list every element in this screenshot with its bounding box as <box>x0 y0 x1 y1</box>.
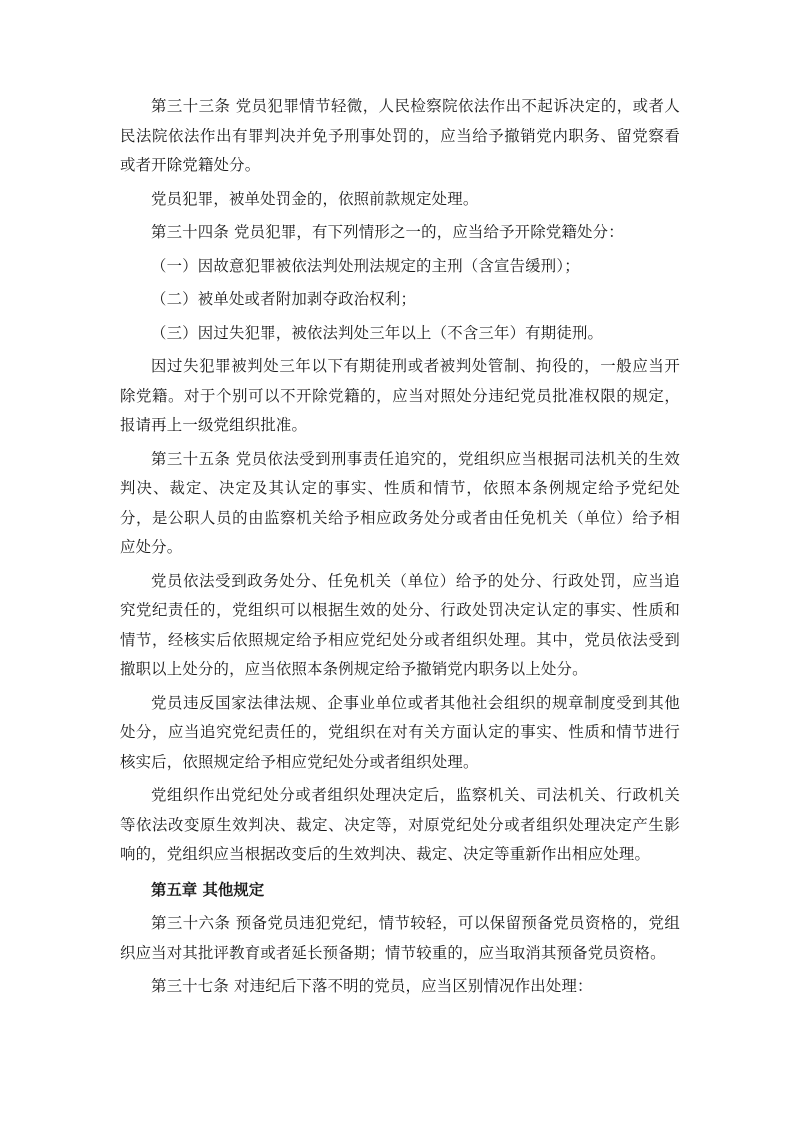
decision-change-paragraph: 党组织作出党纪处分或者组织处理决定后，监察机关、司法机关、行政机关等依法改变原生效判决、裁定、决定等，对原党纪处分或者组织处理决定产生影响的，党组织应当根据改变后的生效判决、裁定、决定等重新作出相应处理。 <box>120 786 680 863</box>
article-34-item-2: （二）被单处或者附加剥夺政治权利； <box>151 290 417 308</box>
negligent-crime-paragraph: 因过失犯罪被判处三年以下有期徒刑或者被判处管制、拘役的，一般应当开除党籍。对于个别可以不开除党籍的，应当对照处分违纪党员批准权限的规定，报请再上一级党组织批准。 <box>120 357 680 434</box>
regulation-violation-paragraph: 党员违反国家法律法规、企事业单位或者其他社会组织的规章制度受到其他处分，应当追究党纪责任的，党组织在对有关方面认定的事实、性质和情节进行核实后，依照规定给予相应党纪处分或者组织处理。 <box>120 693 680 771</box>
article-33-fine-paragraph: 党员犯罪，被单处罚金的，依照前款规定处理。 <box>151 189 479 208</box>
chapter-heading: 第五章 其他规定 <box>151 880 265 899</box>
article-37-paragraph: 第三十七条 对违纪后下落不明的党员，应当区别情况作出处理： <box>151 977 593 995</box>
article-35-paragraph: 第三十五条 党员依法受到刑事责任追究的，党组织应当根据司法机关的生效判决、裁定、决定及其认定的事实、性质和情节，依照本条例规定给予党纪处分，是公职人员的由监察机关给予相应政务处分或者由任免机关（单位）给予相应处分。 <box>120 449 680 556</box>
article-34-item-1: （一）因故意犯罪被依法判处刑法规定的主刑（含宣告缓刑）； <box>151 256 580 275</box>
document-body <box>120 92 680 1002</box>
article-33-paragraph: 第三十三条 党员犯罪情节轻微，人民检察院依法作出不起诉决定的，或者人民法院依法作出有罪判决并免予刑事处罚的，应当给予撤销党内职务、留党察看或者开除党籍处分。 <box>120 97 680 174</box>
article-34-paragraph: 第三十四条 党员犯罪，有下列情形之一的，应当给予开除党籍处分： <box>151 223 624 241</box>
administrative-sanction-paragraph: 党员依法受到政务处分、任免机关（单位）给予的处分、行政处罚，应当追究党纪责任的，党组织可以根据生效的处分、行政处罚决定认定的事实、性质和情节，经核实后依照规定给予相应党纪处分或者组织处理。其中，党员依法受到撤职以上处分的，应当依照本条例规定给予撤销党内职务以上处分。 <box>120 571 680 678</box>
article-36-paragraph: 第三十六条 预备党员违犯党纪，情节较轻，可以保留预备党员资格的，党组织应当对其批评教育或者延长预备期；情节较重的，应当取消其预备党员资格。 <box>120 914 680 962</box>
article-34-item-3: （三）因过失犯罪，被依法判处三年以上（不含三年）有期徒刑。 <box>151 323 604 342</box>
